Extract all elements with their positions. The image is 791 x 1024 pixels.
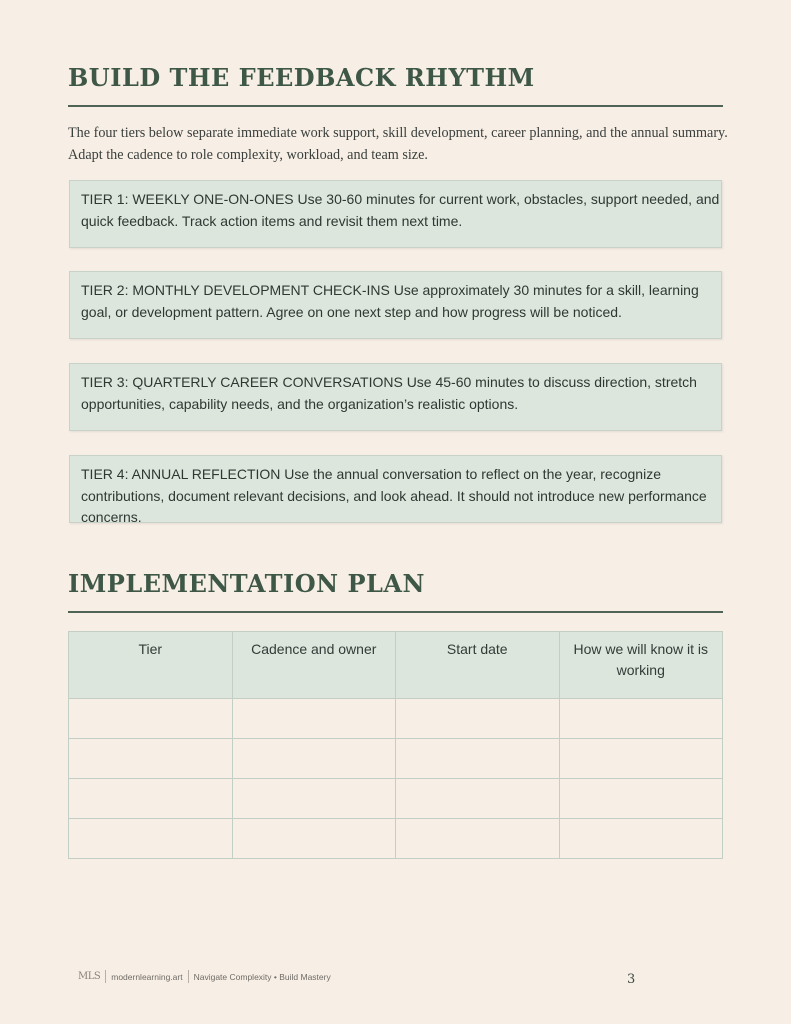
section-title-feedback-rhythm: BUILD THE FEEDBACK RHYTHM bbox=[68, 63, 535, 92]
table-cell[interactable] bbox=[396, 819, 560, 859]
title-divider bbox=[68, 611, 723, 613]
footer-tagline: Navigate Complexity • Build Mastery bbox=[193, 971, 331, 982]
table-header-row bbox=[69, 632, 723, 699]
table-cell[interactable] bbox=[559, 779, 723, 819]
footer-separator bbox=[105, 970, 106, 983]
implementation-plan-table bbox=[68, 631, 723, 859]
table-cell[interactable] bbox=[232, 699, 396, 739]
table-cell[interactable] bbox=[559, 699, 723, 739]
table-cell[interactable] bbox=[232, 819, 396, 859]
table-cell[interactable] bbox=[232, 779, 396, 819]
table-row bbox=[69, 819, 723, 859]
tier-1-box bbox=[69, 180, 722, 248]
footer-site: modernlearning.art bbox=[111, 971, 183, 982]
table-cell[interactable] bbox=[69, 699, 233, 739]
table-row bbox=[69, 779, 723, 819]
table-row bbox=[69, 739, 723, 779]
table-cell[interactable] bbox=[396, 699, 560, 739]
table-cell[interactable] bbox=[69, 739, 233, 779]
tier-2-box bbox=[69, 271, 722, 339]
tier-3-text: TIER 3: QUARTERLY CAREER CONVERSATIONS Use 45-60 minutes to discuss direction, stretch opportunities, capability needs, and the organization’s realistic options. bbox=[81, 374, 697, 412]
footer-logo: MLS bbox=[78, 971, 101, 982]
tier-3-box bbox=[69, 363, 722, 431]
table-cell[interactable] bbox=[69, 819, 233, 859]
table-row bbox=[69, 699, 723, 739]
table-cell[interactable] bbox=[559, 819, 723, 859]
tier-4-text: TIER 4: ANNUAL REFLECTION Use the annual conversation to reflect on the year, recognize contributions, document relevant decisions, and look ahead. It should not introduce new performance concerns. bbox=[81, 466, 707, 525]
table-cell[interactable] bbox=[232, 739, 396, 779]
page-footer bbox=[78, 970, 331, 983]
table-cell[interactable] bbox=[559, 739, 723, 779]
intro-paragraph: The four tiers below separate immediate work support, skill development, career planning, and the annual summary. Adapt the cadence to role complexity, workload, and team size. bbox=[68, 125, 728, 163]
section-title-implementation-plan: IMPLEMENTATION PLAN bbox=[68, 569, 425, 598]
table-cell[interactable] bbox=[69, 779, 233, 819]
tier-2-text: TIER 2: MONTHLY DEVELOPMENT CHECK-INS Use approximately 30 minutes for a skill, learning goal, or development pattern. Agree on one next step and how progress will be noticed. bbox=[81, 282, 699, 320]
table-cell[interactable] bbox=[396, 739, 560, 779]
page-number: 3 bbox=[627, 972, 636, 987]
column-header-cadence-owner: Cadence and owner bbox=[232, 632, 396, 699]
column-header-tier: Tier bbox=[69, 632, 233, 699]
tier-1-text: TIER 1: WEEKLY ONE-ON-ONES Use 30-60 minutes for current work, obstacles, support needed, and quick feedback. Track action items and revisit them next time. bbox=[81, 191, 720, 229]
table-cell[interactable] bbox=[396, 779, 560, 819]
column-header-start-date: Start date bbox=[396, 632, 560, 699]
footer-separator bbox=[188, 970, 189, 983]
column-header-success-measure: How we will know it is working bbox=[559, 632, 723, 699]
tier-4-box bbox=[69, 455, 722, 523]
title-divider bbox=[68, 105, 723, 107]
